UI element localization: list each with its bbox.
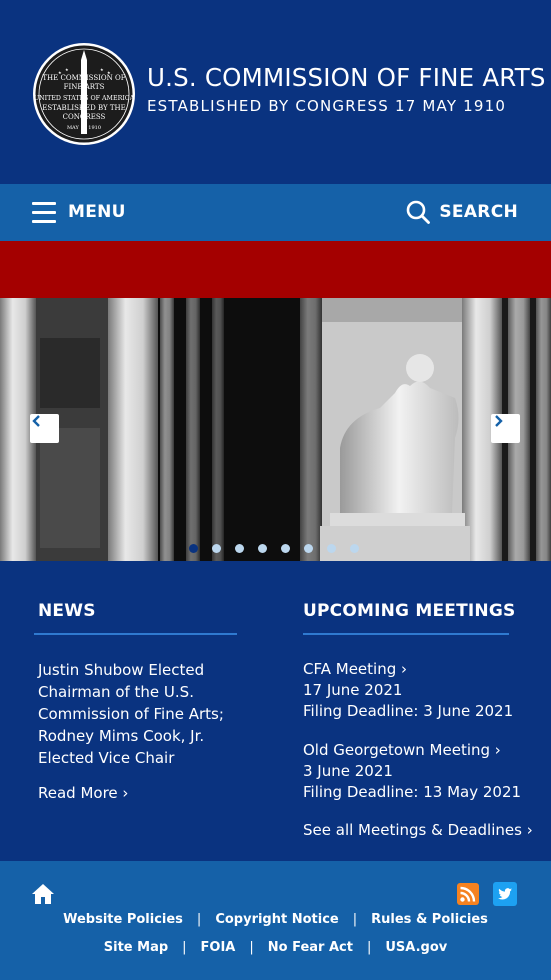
seal-text-line: THE COMMISSION OF bbox=[42, 74, 126, 82]
carousel-dot[interactable] bbox=[189, 544, 198, 553]
svg-text:★: ★ bbox=[100, 67, 104, 72]
news-heading: NEWS bbox=[38, 601, 96, 621]
see-all-meetings-link[interactable]: See all Meetings & Deadlines › bbox=[303, 821, 533, 839]
footer-link-site-map[interactable]: Site Map bbox=[103, 940, 169, 955]
chevron-right-icon bbox=[491, 414, 505, 428]
meeting-link-cfa[interactable]: CFA Meeting › bbox=[303, 660, 407, 678]
footer-link-foia[interactable]: FOIA bbox=[200, 940, 236, 955]
carousel-next-button[interactable] bbox=[491, 414, 520, 443]
main-content bbox=[0, 561, 551, 861]
footer-link-no-fear-act[interactable]: No Fear Act bbox=[267, 940, 353, 955]
svg-text:★: ★ bbox=[107, 70, 111, 75]
chevron-left-icon bbox=[30, 414, 44, 428]
carousel-prev-button[interactable] bbox=[30, 414, 59, 443]
carousel-dot[interactable] bbox=[258, 544, 267, 553]
footer-separator: | bbox=[352, 912, 358, 927]
footer-link-website-policies[interactable]: Website Policies bbox=[63, 912, 183, 927]
meeting-item bbox=[303, 659, 543, 722]
footer-links-row-2 bbox=[0, 940, 551, 955]
read-more-link[interactable]: Read More › bbox=[38, 784, 129, 802]
carousel-dot[interactable] bbox=[304, 544, 313, 553]
carousel-dot[interactable] bbox=[281, 544, 290, 553]
seal-text-line: FINE ARTS bbox=[63, 83, 105, 91]
carousel-dot[interactable] bbox=[327, 544, 336, 553]
menu-label: MENU bbox=[68, 202, 126, 222]
site-footer bbox=[0, 861, 551, 980]
home-icon[interactable] bbox=[31, 882, 55, 906]
hero-carousel bbox=[0, 298, 551, 561]
news-section bbox=[38, 601, 242, 802]
search-icon bbox=[406, 200, 430, 224]
meeting-date: 17 June 2021 bbox=[303, 681, 403, 699]
alert-bar bbox=[0, 241, 551, 298]
carousel-dot[interactable] bbox=[350, 544, 359, 553]
footer-link-copyright-notice[interactable]: Copyright Notice bbox=[215, 912, 339, 927]
search-label: SEARCH bbox=[439, 202, 518, 222]
svg-text:★: ★ bbox=[58, 70, 62, 75]
footer-link-usa-gov[interactable]: USA.gov bbox=[385, 940, 448, 955]
meeting-deadline: Filing Deadline: 13 May 2021 bbox=[303, 783, 522, 801]
svg-text:★: ★ bbox=[65, 67, 69, 72]
footer-separator: | bbox=[366, 940, 372, 955]
footer-link-rules-policies[interactable]: Rules & Policies bbox=[371, 912, 488, 927]
meetings-section bbox=[303, 601, 543, 839]
title-block[interactable] bbox=[147, 63, 546, 115]
twitter-icon[interactable] bbox=[493, 882, 517, 906]
menu-button[interactable] bbox=[32, 197, 126, 227]
seal-text-line: CONGRESS bbox=[62, 113, 106, 121]
meeting-date: 3 June 2021 bbox=[303, 762, 393, 780]
hamburger-icon bbox=[32, 201, 56, 223]
nav-bar bbox=[0, 184, 551, 241]
footer-separator: | bbox=[249, 940, 254, 955]
carousel-dots bbox=[189, 544, 359, 553]
site-subtitle: ESTABLISHED BY CONGRESS 17 MAY 1910 bbox=[147, 97, 507, 115]
news-divider bbox=[34, 633, 237, 635]
meeting-item bbox=[303, 740, 543, 803]
seal-text-line: MAY 17 1910 bbox=[66, 125, 102, 131]
site-title: U.S. COMMISSION OF FINE ARTS bbox=[147, 63, 546, 92]
news-item-link[interactable]: Justin Shubow Elected Chairman of the U.S. Commission of Fine Arts; Rodney Mims Cook, Jr. Elected Vice Chair bbox=[38, 661, 224, 767]
carousel-dot[interactable] bbox=[212, 544, 221, 553]
rss-icon[interactable] bbox=[457, 883, 479, 905]
seal-text-line: ESTABLISHED BY THE bbox=[42, 104, 126, 112]
cfa-seal-logo[interactable] bbox=[32, 42, 136, 146]
footer-separator: | bbox=[196, 912, 202, 927]
seal-text-line: UNITED STATES OF AMERICA bbox=[33, 95, 135, 102]
carousel-dot[interactable] bbox=[235, 544, 244, 553]
meetings-divider bbox=[303, 633, 509, 635]
footer-separator: | bbox=[182, 940, 187, 955]
footer-links-row-1 bbox=[0, 912, 551, 927]
lincoln-memorial-image bbox=[0, 298, 551, 561]
meeting-link-old-georgetown[interactable]: Old Georgetown Meeting › bbox=[303, 741, 501, 759]
meetings-heading: UPCOMING MEETINGS bbox=[303, 601, 516, 621]
meeting-deadline: Filing Deadline: 3 June 2021 bbox=[303, 702, 514, 720]
search-button[interactable] bbox=[406, 197, 518, 227]
site-header bbox=[0, 0, 551, 184]
